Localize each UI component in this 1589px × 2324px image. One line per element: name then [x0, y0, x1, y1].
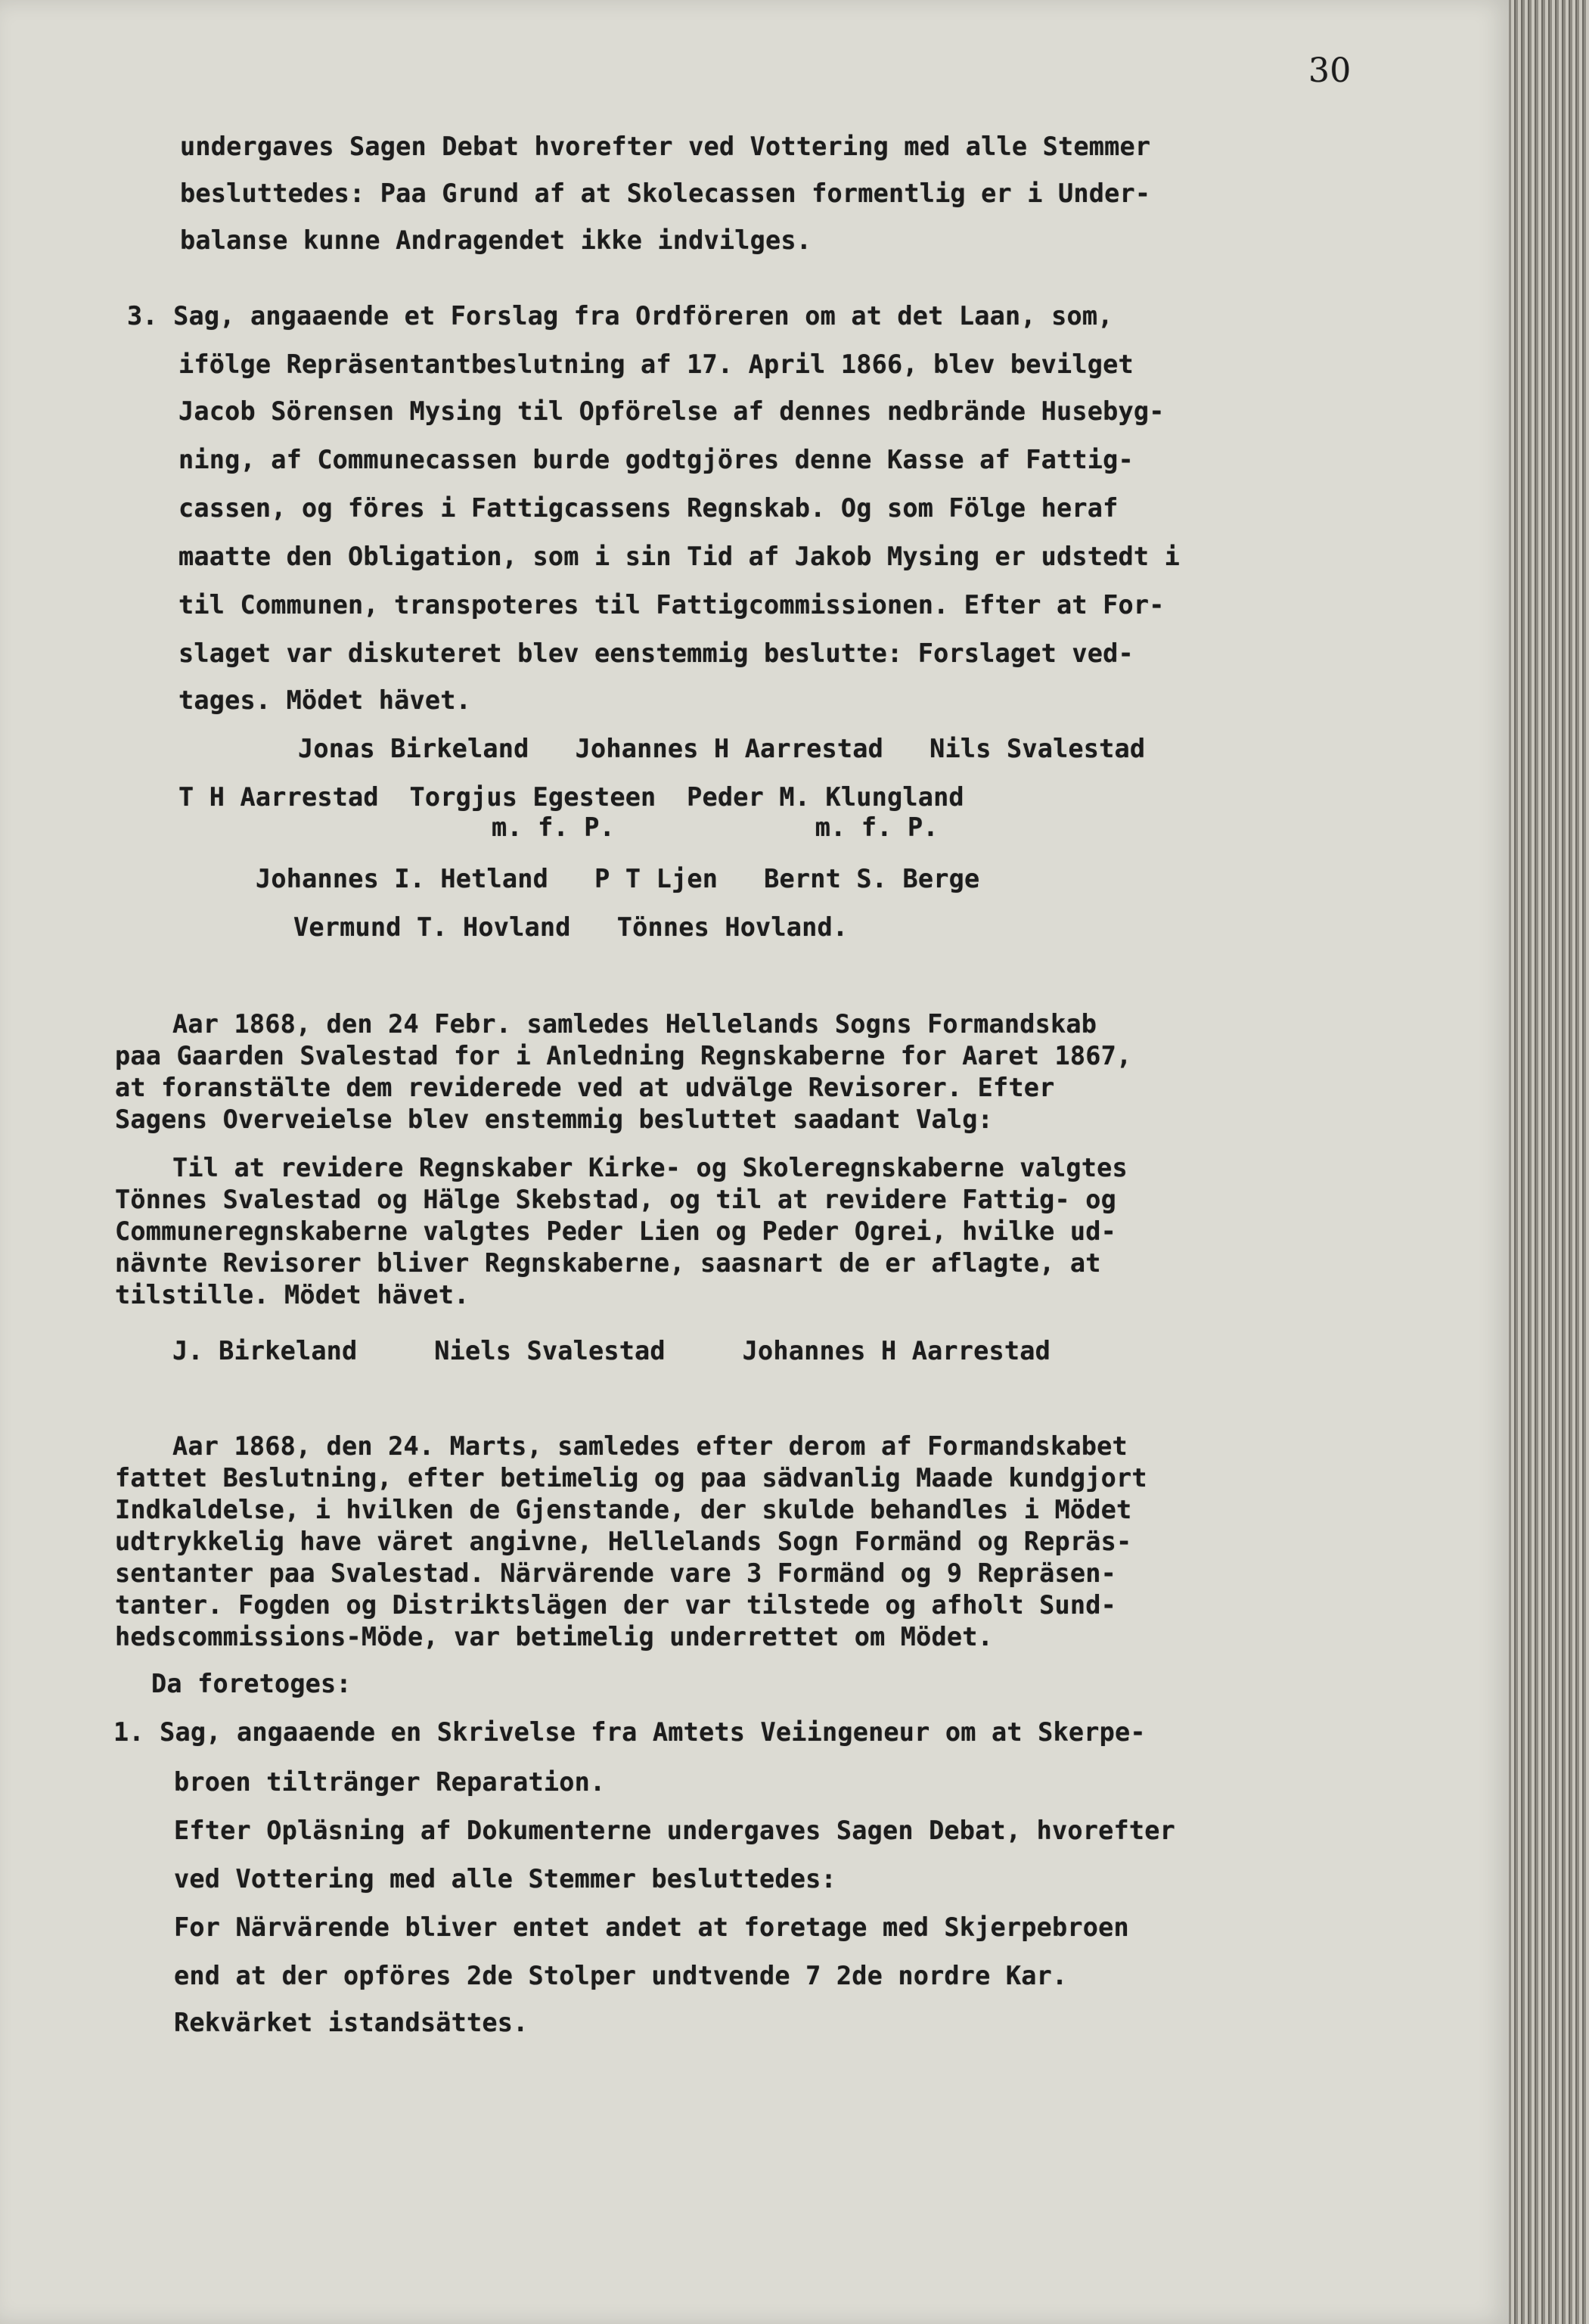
text-line-9: maatte den Obligation, som i sin Tid af Jakob Mysing er udstedt i — [178, 542, 1180, 571]
signature-line-5: Vermund T. Hovland Tönnes Hovland. — [293, 912, 849, 942]
page-number: 30 — [1308, 51, 1352, 90]
text-line-15: at foranstälte dem reviderede ved at udvälge Revisorer. Efter — [115, 1073, 1055, 1102]
text-line-35: end at der opföres 2de Stolper undtvende 7 2de nordre Kar. — [174, 1961, 1068, 1990]
text-line-32: Efter Opläsning af Dokumenterne undergaves Sagen Debat, hvorefter — [174, 1816, 1175, 1845]
text-line-13: Aar 1868, den 24 Febr. samledes Hellelands Sogns Formandskab — [172, 1009, 1097, 1039]
text-line-24: Indkaldelse, i hvilken de Gjenstande, der skulde behandles i Mödet — [115, 1495, 1132, 1524]
text-line-17: Til at revidere Regnskaber Kirke- og Skoleregnskaberne valgtes — [172, 1153, 1128, 1182]
text-line-20: nävnte Revisorer bliver Regnskaberne, saasnart de er aflagte, at — [115, 1248, 1101, 1278]
text-line-23: fattet Beslutning, efter betimelig og paa sädvanlig Maade kundgjort — [115, 1463, 1147, 1493]
text-line-16: Sagens Overveielse blev enstemmig besluttet saadant Valg: — [115, 1105, 994, 1134]
signature-line-4: Johannes I. Hetland P T Ljen Bernt S. Berge — [256, 864, 980, 893]
text-line-5: ifölge Repräsentantbeslutning af 17. April 1866, blev bevilget — [178, 350, 1134, 379]
signature-line-1: Jonas Birkeland Johannes H Aarrestad Nils Svalestad — [298, 734, 1146, 763]
text-line-7: ning, af Communecassen burde godtgjöres denne Kasse af Fattig- — [178, 445, 1134, 474]
text-line-31: broen tiltränger Reparation. — [174, 1767, 606, 1797]
text-line-28: hedscommissions-Möde, var betimelig underrettet om Mödet. — [115, 1622, 994, 1651]
text-line-18: Tönnes Svalestad og Hälge Skebstad, og til at revidere Fattig- og — [115, 1185, 1116, 1214]
text-line-25: udtrykkelig have väret angivne, Hellelands Sogn Formänd og Repräs- — [115, 1527, 1132, 1556]
text-line-30: 1. Sag, angaaende en Skrivelse fra Amtets Veiingeneur om at Skerpe- — [113, 1717, 1146, 1747]
text-line-11: slaget var diskuteret blev eenstemmig beslutte: Forslaget ved- — [178, 638, 1134, 668]
text-line-14: paa Gaarden Svalestad for i Anledning Regnskaberne for Aaret 1867, — [115, 1041, 1132, 1070]
text-line-3: balanse kunne Andragendet ikke indvilges. — [180, 225, 812, 255]
text-line-26: sentanter paa Svalestad. Närvärende vare 3 Formänd og 9 Repräsen- — [115, 1558, 1116, 1588]
text-line-1: undergaves Sagen Debat hvorefter ved Vottering med alle Stemmer — [180, 132, 1151, 161]
text-line-36: Rekvärket istandsättes. — [174, 2008, 529, 2037]
text-line-21: tilstille. Mödet hävet. — [115, 1280, 470, 1310]
text-line-22: Aar 1868, den 24. Marts, samledes efter derom af Formandskabet — [172, 1431, 1128, 1461]
signature-line-2: T H Aarrestad Torgjus Egesteen Peder M. Klungland — [178, 782, 964, 812]
text-line-34: For Närvärende bliver entet andet at foretage med Skjerpebroen — [174, 1912, 1129, 1942]
text-line-27: tanter. Fogden og Distriktslägen der var tilstede og afholt Sund- — [115, 1590, 1116, 1620]
text-line-6: Jacob Sörensen Mysing til Opförelse af dennes nedbrände Husebyg- — [178, 396, 1165, 426]
text-line-12: tages. Mödet hävet. — [178, 685, 472, 715]
text-line-19: Communeregnskaberne valgtes Peder Lien og Peder Ogrei, hvilke ud- — [115, 1216, 1116, 1246]
text-line-4: 3. Sag, angaaende et Forslag fra Ordföreren om at det Laan, som, — [127, 301, 1113, 331]
signature-line-3: m. f. P. m. f. P. — [492, 812, 939, 842]
text-line-29: Da foretoges: — [151, 1669, 352, 1698]
text-line-2: besluttedes: Paa Grund af at Skolecassen formentlig er i Under- — [180, 179, 1151, 208]
text-line-33: ved Vottering med alle Stemmer besluttedes: — [174, 1864, 836, 1894]
text-line-10: til Communen, transpoteres til Fattigcommissionen. Efter at For- — [178, 590, 1165, 620]
text-line-8: cassen, og föres i Fattigcassens Regnskab. Og som Fölge heraf — [178, 493, 1119, 523]
signature-line-6: J. Birkeland Niels Svalestad Johannes H Aarrestad — [172, 1336, 1051, 1366]
book-page-edges — [1509, 0, 1589, 2324]
